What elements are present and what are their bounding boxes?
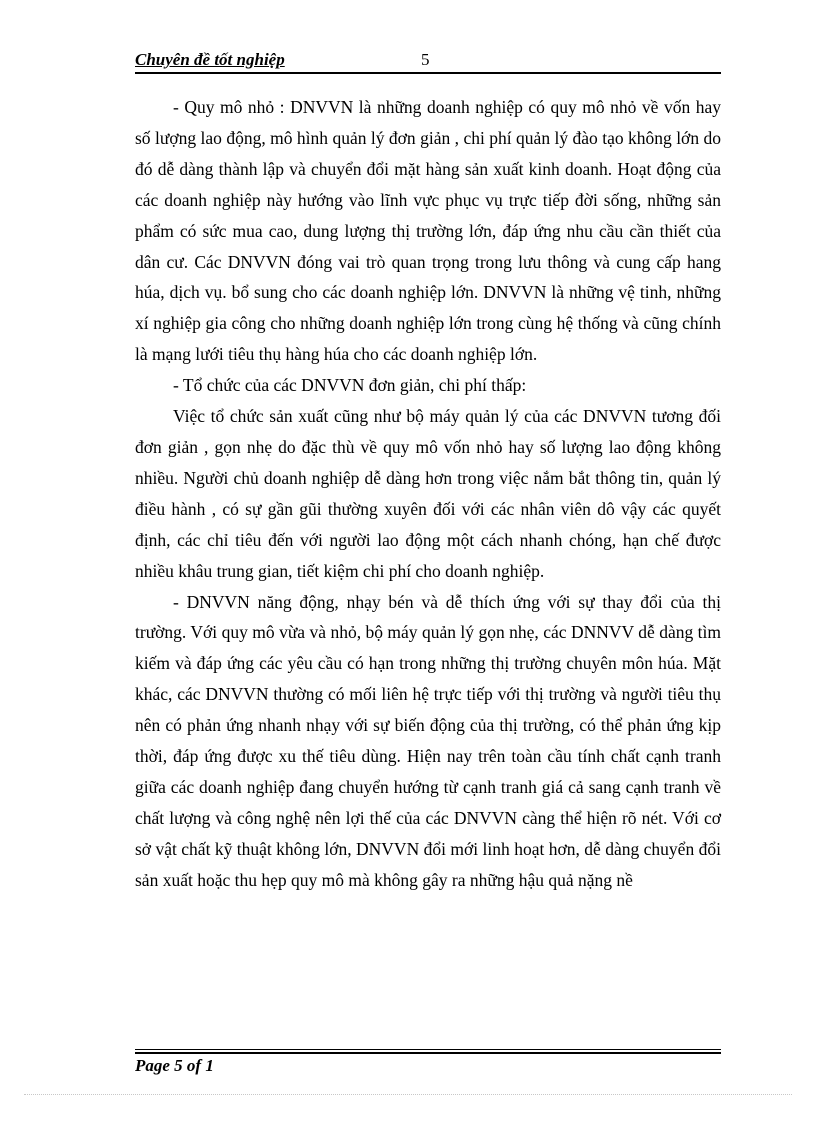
paragraph-organization-heading: - Tổ chức của các DNVVN đơn giản, chi phí thấp: — [173, 375, 527, 396]
page-boundary — [24, 1094, 792, 1095]
footer-divider-thick — [135, 1052, 721, 1054]
paragraph-dynamic: - DNVVN năng động, nhạy bén và dễ thích ứng với sự thay đổi của thị trường. Với quy mô vừa và nhỏ, bộ máy quản lý gọn nhẹ, các DNNVV dễ dàng tìm kiếm và đáp ứng các yêu cầu có hạn trong những thị trường chuyên môn húa. Mặt khác, các DNVVN thường có mối liên hệ trực tiếp với thị trường và người tiêu thụ nên có phản ứng nhanh nhạy với sự biến động của thị trường, có thể phản ứng kịp thời, đáp ứng được xu thế tiêu dùng. Hiện nay trên toàn cầu tính chất cạnh tranh giữa các doanh nghiệp đang chuyển hướng từ cạnh tranh giá cả sang cạnh tranh về chất lượng và công nghệ nên lợi thế của các DNVVN càng thể hiện rõ nét. Với cơ sở vật chất kỹ thuật không lớn, DNVVN đổi mới linh hoạt hơn, dễ dàng chuyển đổi sản xuất hoặc thu hẹp quy mô mà không gây ra những hậu quả nặng nề — [135, 591, 721, 890]
header-page-number: 5 — [421, 50, 430, 69]
footer-page-label: Page 5 of 1 — [135, 1056, 214, 1075]
paragraph-small-scale: - Quy mô nhỏ : DNVVN là những doanh nghiệp có quy mô nhỏ về vốn hay số lượng lao động, mô hình quản lý đơn giản , chi phí quản lý đào tạo không lớn do đó dễ dàng thành lập và chuyển đổi mặt hàng sản xuất kinh doanh. Hoạt động của các doanh nghiệp này hướng vào lĩnh vực phục vụ trực tiếp đời sống, những sản phẩm có sức mua cao, dung lượng thị trường lớn, đáp ứng nhu cầu cần thiết của dân cư. Các DNVVN đóng vai trò quan trọng trong lưu thông và cung cấp hang húa, dịch vụ. bổ sung cho các doanh nghiệp lớn. DNVVN là những vệ tinh, những xí nghiệp gia công cho những doanh nghiệp lớn trong cùng hệ thống và cũng chính là mạng lưới tiêu thụ hàng húa cho các doanh nghiệp lớn. — [135, 97, 721, 365]
footer-divider-thin — [135, 1049, 721, 1050]
header-divider — [135, 72, 721, 74]
document-title: Chuyên đề tốt nghiệp — [135, 50, 285, 69]
document-body — [135, 92, 721, 896]
page-header — [135, 48, 721, 74]
paragraph-organization: Việc tổ chức sản xuất cũng như bộ máy quản lý của các DNVVN tương đối đơn giản , gọn nhẹ do đặc thù về quy mô vốn nhỏ hay số lượng lao động không nhiều. Người chủ doanh nghiệp dễ dàng hơn trong việc nắm bắt thông tin, quản lý điều hành , có sự gần gũi thường xuyên đối với các nhân viên dô vậy các quyết định, các chỉ tiêu đến với người lao động một cách nhanh chóng, hạn chế được nhiều khâu trung gian, tiết kiệm chi phí cho doanh nghiệp. — [135, 406, 721, 581]
